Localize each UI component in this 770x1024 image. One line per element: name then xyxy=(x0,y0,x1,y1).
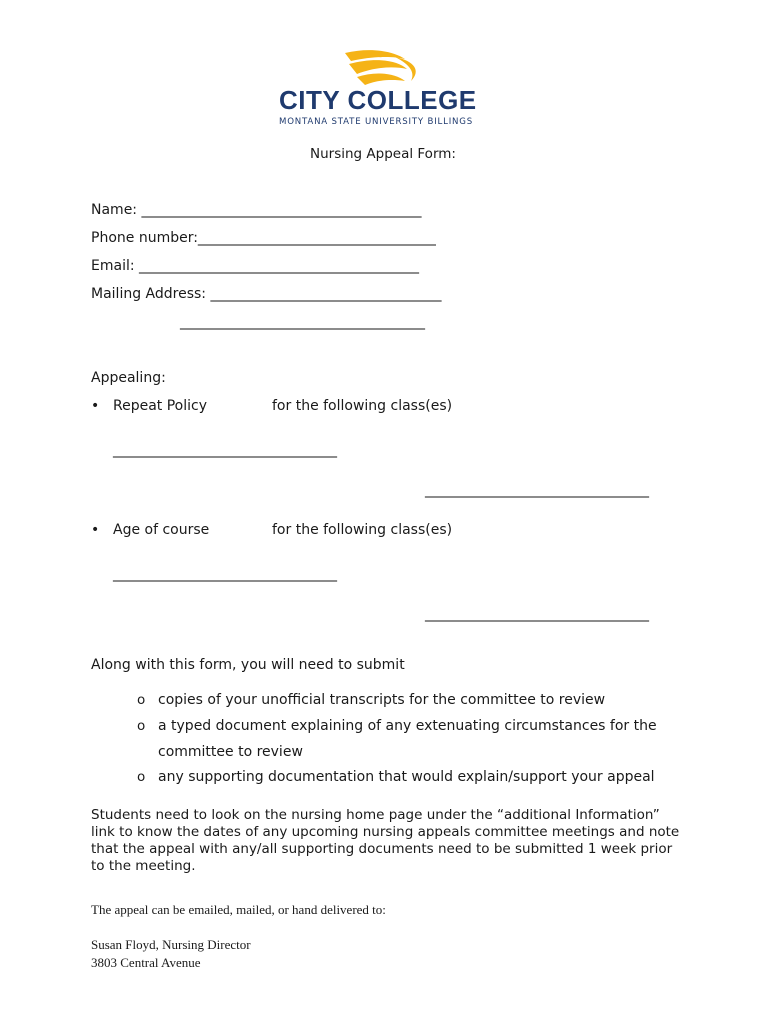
age-of-course-classes-label: for the following class(es) xyxy=(272,522,453,538)
repeat-policy-line-left: ________________________________ xyxy=(113,442,337,458)
submit-item-transcripts: copies of your unofficial transcripts for the committee to review xyxy=(158,692,606,708)
delivery-note: The appeal can be emailed, mailed, or hand delivered to: xyxy=(91,902,386,917)
logo-subtitle: MONTANA STATE UNIVERSITY BILLINGS xyxy=(279,117,474,127)
mailing-address-field: Mailing Address: _________________________________ xyxy=(91,286,442,302)
appealing-heading: Appealing: xyxy=(91,370,166,386)
age-of-course-label: Age of course xyxy=(113,522,210,538)
age-of-course-line-right: ________________________________ xyxy=(425,606,649,622)
contact-name: Susan Floyd, Nursing Director xyxy=(91,937,251,952)
repeat-policy-classes-label: for the following class(es) xyxy=(272,398,453,414)
submit-item-supporting: any supporting documentation that would explain/support your appeal xyxy=(158,769,655,785)
name-field: Name: ________________________________________ xyxy=(91,202,422,218)
email-field: Email: ________________________________________ xyxy=(91,258,420,274)
submit-intro: Along with this form, you will need to submit xyxy=(91,657,405,673)
phone-field: Phone number:__________________________________ xyxy=(91,230,436,246)
age-of-course-line-left: ________________________________ xyxy=(113,566,337,582)
bullet-icon: • xyxy=(91,398,100,414)
page-title: Nursing Appeal Form: xyxy=(310,146,456,162)
list-marker: o xyxy=(137,718,146,734)
logo-title: CITY COLLEGE xyxy=(279,85,477,115)
list-marker: o xyxy=(137,769,146,785)
repeat-policy-label: Repeat Policy xyxy=(113,398,208,414)
contact-address: 3803 Central Avenue xyxy=(91,955,201,970)
submit-item-document: a typed document explaining of any extenuating circumstances for the xyxy=(158,718,657,734)
notice-paragraph: Students need to look on the nursing home page under the “additional Information” link to know the dates of any upcoming nursing appeals committee meetings and note that the appeal with any/all supporting documents need to be submitted 1 week prior to the meeting. xyxy=(91,807,680,874)
mailing-address-line2: ___________________________________ xyxy=(180,314,425,330)
city-college-logo xyxy=(265,47,505,135)
bullet-icon: • xyxy=(91,522,100,538)
list-marker: o xyxy=(137,692,146,708)
repeat-policy-line-right: ________________________________ xyxy=(425,482,649,498)
submit-item-document-cont: committee to review xyxy=(158,744,303,760)
